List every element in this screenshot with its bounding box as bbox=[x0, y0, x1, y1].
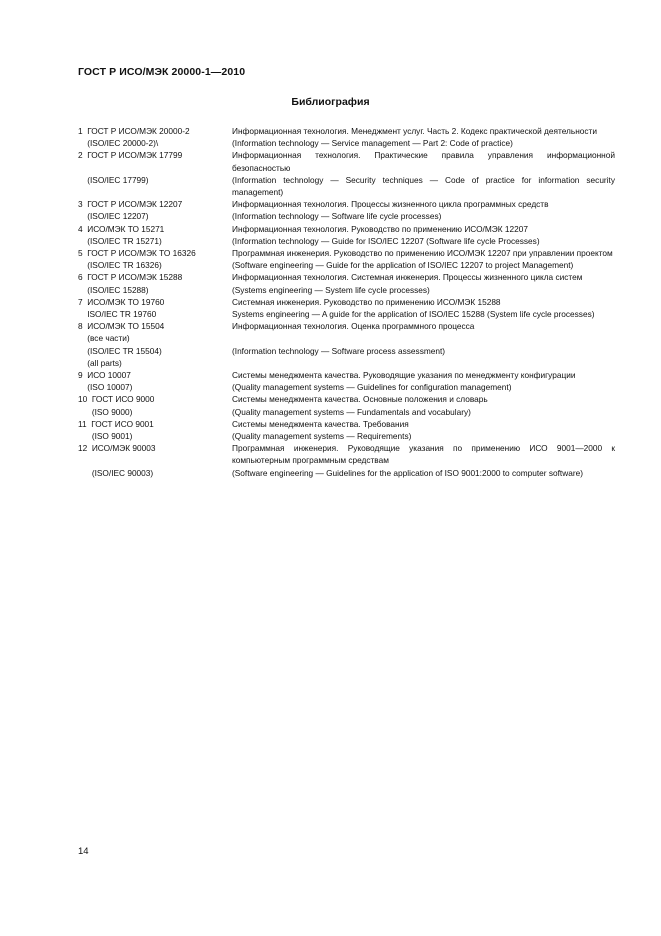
entry-description: (Information technology — Guide for ISO/IEC 12207 (Software life cycle Processes) bbox=[232, 235, 540, 246]
bibliography-entry bbox=[78, 308, 615, 320]
entry-reference: (all parts) bbox=[78, 357, 122, 368]
bibliography-entry bbox=[78, 467, 615, 479]
entry-reference: (все части) bbox=[78, 333, 130, 344]
entry-description: Системы менеджмента качества. Требования bbox=[232, 418, 409, 429]
entry-description: (Information technology — Software process assessment) bbox=[232, 345, 446, 356]
bibliography-entry bbox=[78, 137, 615, 149]
bibliography-entry bbox=[78, 247, 615, 259]
entry-description: (Information technology — Service management — Part 2: Code of practice) bbox=[232, 138, 513, 149]
entry-description: Информационная технология. Системная инженерия. Процессы жизненного цикла систем bbox=[232, 272, 583, 283]
entry-reference: (ISO/IEC 17799) bbox=[78, 174, 149, 185]
entry-reference: 1 ГОСТ Р ИСО/МЭК 20000-2 bbox=[78, 126, 190, 136]
bibliography-entry bbox=[78, 259, 615, 271]
entry-reference: (ISO/IEC 90003) bbox=[78, 467, 154, 478]
bibliography-entry bbox=[78, 149, 615, 173]
entry-reference: (ISO/IEC TR 15504) bbox=[78, 345, 162, 356]
entry-reference: (ISO 9000) bbox=[78, 406, 133, 417]
entry-description: Информационная технология. Процессы жизненного цикла программных средств bbox=[232, 199, 549, 210]
bibliography-entry bbox=[78, 210, 615, 222]
entry-description: Информационная технология. Менеджмент услуг. Часть 2. Кодекс практической деятельности bbox=[232, 126, 597, 136]
entry-reference: (ISO/IEC 15288) bbox=[78, 284, 149, 295]
entry-description: Программная инженерия. Руководство по применению ИСО/МЭК 12207 при управлении проектом bbox=[232, 248, 613, 259]
bibliography-entry bbox=[78, 271, 615, 283]
entry-reference: 4 ИСО/МЭК ТО 15271 bbox=[78, 223, 165, 234]
entry-reference: (ISO/IEC 20000-2)\ bbox=[78, 138, 159, 149]
bibliography-entry bbox=[78, 357, 615, 369]
entry-reference: ISO/IEC TR 19760 bbox=[78, 309, 157, 320]
bibliography-list bbox=[78, 125, 615, 479]
bibliography-entry bbox=[78, 442, 615, 466]
entry-reference: 7 ИСО/МЭК ТО 19760 bbox=[78, 296, 165, 307]
entry-reference: 8 ИСО/МЭК ТО 15504 bbox=[78, 321, 165, 332]
entry-reference: 3 ГОСТ Р ИСО/МЭК 12207 bbox=[78, 199, 183, 210]
entry-description: Информационная технология. Оценка программного процесса bbox=[232, 321, 475, 332]
entry-reference: 5 ГОСТ Р ИСО/МЭК ТО 16326 bbox=[78, 248, 196, 259]
entry-description bbox=[232, 332, 615, 344]
entry-description: Программная инженерия. Руководящие указания по применению ИСО 9001—2000 к компьютерным программным средствам bbox=[232, 443, 615, 466]
bibliography-entry bbox=[78, 320, 615, 332]
bibliography-entry bbox=[78, 235, 615, 247]
bibliography-title: Библиография bbox=[291, 96, 370, 108]
entry-description: (Quality management systems — Guidelines for configuration management) bbox=[232, 382, 512, 393]
bibliography-entry bbox=[78, 284, 615, 296]
entry-description: (Information technology — Security techniques — Code of practice for information security management) bbox=[232, 174, 615, 198]
entry-reference: 9 ИСО 10007 bbox=[78, 370, 131, 381]
bibliography-entry bbox=[78, 174, 615, 198]
entry-description: (Software engineering — Guidelines for the application of ISO 9001:2000 to computer software) bbox=[232, 467, 583, 478]
entry-description: (Information technology — Software life cycle processes) bbox=[232, 211, 442, 222]
entry-reference: 12 ИСО/МЭК 90003 bbox=[78, 443, 156, 454]
bibliography-entry bbox=[78, 223, 615, 235]
entry-description: Информационная технология. Практические правила управления информационной безопасностью bbox=[232, 150, 615, 173]
entry-reference: 11 ГОСТ ИСО 9001 bbox=[78, 418, 154, 429]
bibliography-entry bbox=[78, 125, 615, 137]
entry-description: Информационная технология. Руководство по применению ИСО/МЭК 12207 bbox=[232, 223, 528, 234]
page-header: ГОСТ Р ИСО/МЭК 20000-1—2010 bbox=[78, 66, 246, 78]
entry-reference: (ISO 10007) bbox=[78, 382, 133, 393]
bibliography-entry bbox=[78, 332, 615, 344]
bibliography-entry bbox=[78, 198, 615, 210]
entry-description: Системная инженерия. Руководство по применению ИСО/МЭК 15288 bbox=[232, 296, 501, 307]
entry-description: (Quality management systems — Fundamentals and vocabulary) bbox=[232, 406, 471, 417]
entry-description: Системы менеджмента качества. Руководящие указания по менеджменту конфигурации bbox=[232, 370, 576, 381]
entry-description: (Quality management systems — Requirements) bbox=[232, 431, 412, 442]
bibliography-entry bbox=[78, 345, 615, 357]
bibliography-entry bbox=[78, 381, 615, 393]
bibliography-entry bbox=[78, 406, 615, 418]
entry-reference: (ISO/IEC TR 16326) bbox=[78, 260, 162, 271]
entry-description: (Software engineering — Guide for the application of ISO/IEC 12207 to project Management) bbox=[232, 260, 574, 271]
entry-reference: (ISO 9001) bbox=[78, 431, 133, 442]
bibliography-entry bbox=[78, 418, 615, 430]
page-number: 14 bbox=[78, 846, 89, 857]
bibliography-entry bbox=[78, 296, 615, 308]
entry-description: Системы менеджмента качества. Основные положения и словарь bbox=[232, 394, 488, 405]
entry-reference: (ISO/IEC 12207) bbox=[78, 211, 149, 222]
entry-description: Systems engineering — A guide for the application of ISO/IEC 15288 (System life cycle processes) bbox=[232, 309, 595, 320]
entry-reference: (ISO/IEC TR 15271) bbox=[78, 235, 162, 246]
entry-description: (Systems engineering — System life cycle processes) bbox=[232, 284, 430, 295]
entry-reference: 2 ГОСТ Р ИСО/МЭК 17799 bbox=[78, 150, 183, 161]
bibliography-entry bbox=[78, 430, 615, 442]
bibliography-entry bbox=[78, 369, 615, 381]
entry-description bbox=[232, 357, 615, 369]
bibliography-entry bbox=[78, 393, 615, 405]
entry-reference: 10 ГОСТ ИСО 9000 bbox=[78, 394, 155, 405]
entry-reference: 6 ГОСТ Р ИСО/МЭК 15288 bbox=[78, 272, 183, 283]
